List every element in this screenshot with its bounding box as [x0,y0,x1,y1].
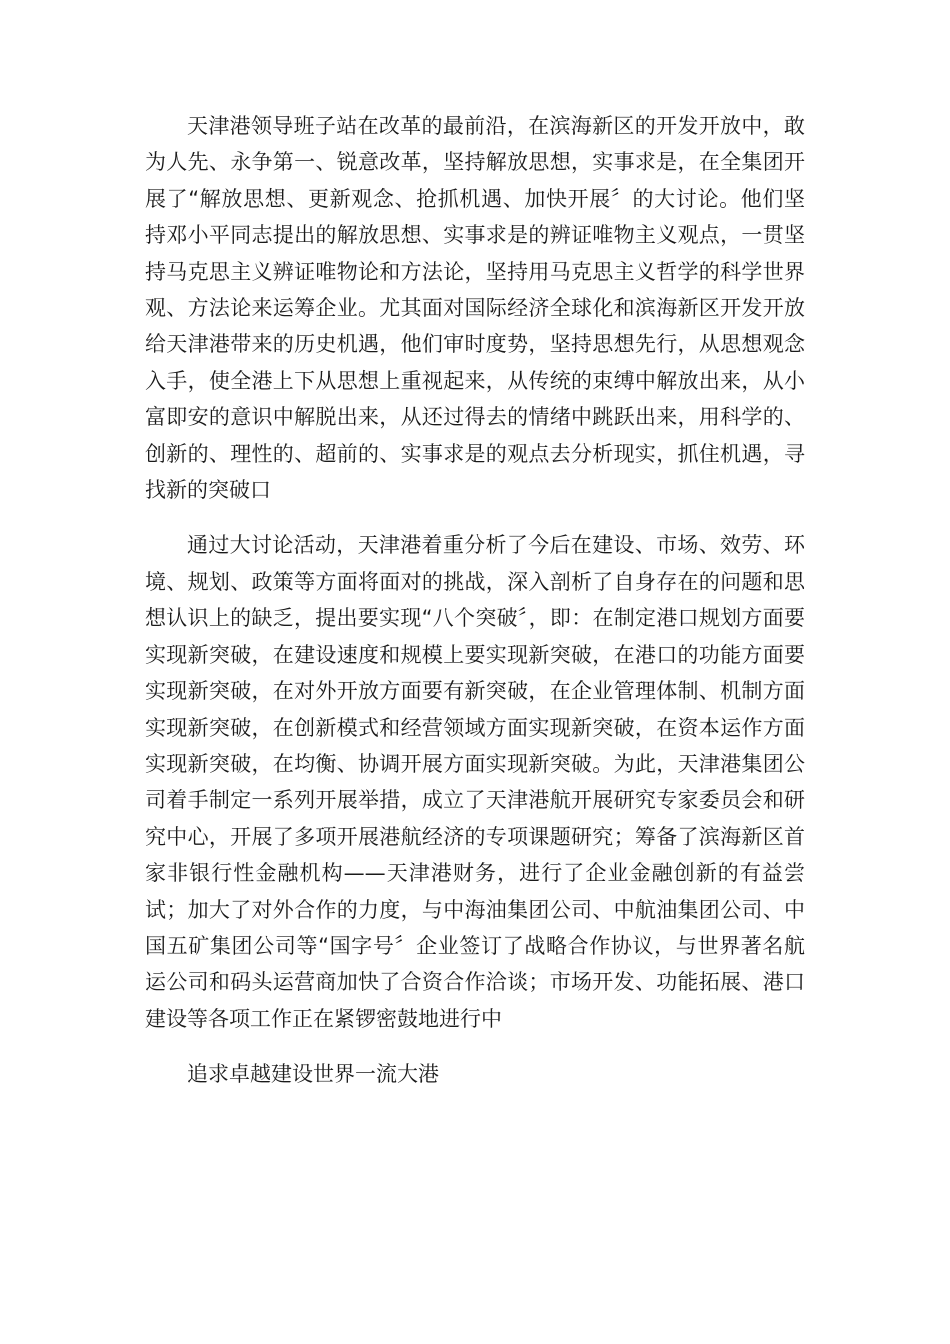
section-heading: 追求卓越建设世界一流大港 [187,1062,439,1087]
document-body [145,108,805,1093]
paragraph-leadership-reform: 天津港领导班子站在改革的最前沿，在滨海新区的开发开放中，敢为人先、永争第一、锐意改革，坚持解放思想，实事求是，在全集团开展了“解放思想、更新观念、抢抓机遇、加快开展〞的大讨论。他们坚持邓小平同志提出的解放思想、实事求是的辨证唯物主义观点，一贯坚持马克思主义辨证唯物论和方法论，坚持用马克思主义哲学的科学世界观、方法论来运筹企业。尤其面对国际经济全球化和滨海新区开发开放给天津港带来的历史机遇，他们审时度势，坚持思想先行，从思想观念入手，使全港上下从思想上重视起来，从传统的束缚中解放出来，从小富即安的意识中解脱出来，从还过得去的情绪中跳跃出来，用科学的、创新的、理性的、超前的、实事求是的观点去分析现实，抓住机遇，寻找新的突破口 [145,114,805,503]
paragraph-eight-breakthroughs: 通过大讨论活动，天津港着重分析了今后在建设、市场、效劳、环境、规划、政策等方面将面对的挑战，深入剖析了自身存在的问题和思想认识上的缺乏，提出要实现“八个突破〞，即：在制定港口规划方面要实现新突破，在建设速度和规模上要实现新突破，在港口的功能方面要实现新突破，在对外开放方面要有新突破，在企业管理体制、机制方面实现新突破，在创新模式和经营领域方面实现新突破，在资本运作方面实现新突破，在均衡、协调开展方面实现新突破。为此，天津港集团公司着手制定一系列开展举措，成立了天津港航开展研究专家委员会和研究中心，开展了多项开展港航经济的专项课题研究；筹备了滨海新区首家非银行性金融机构——天津港财务，进行了企业金融创新的有益尝试；加大了对外合作的力度，与中海油集团公司、中航油集团公司、中国五矿集团公司等“国字号〞企业签订了战略合作协议，与世界著名航运公司和码头运营商加快了合资合作洽谈；市场开发、功能拓展、港口建设等各项工作正在紧锣密鼓地进行中 [145,533,805,1031]
